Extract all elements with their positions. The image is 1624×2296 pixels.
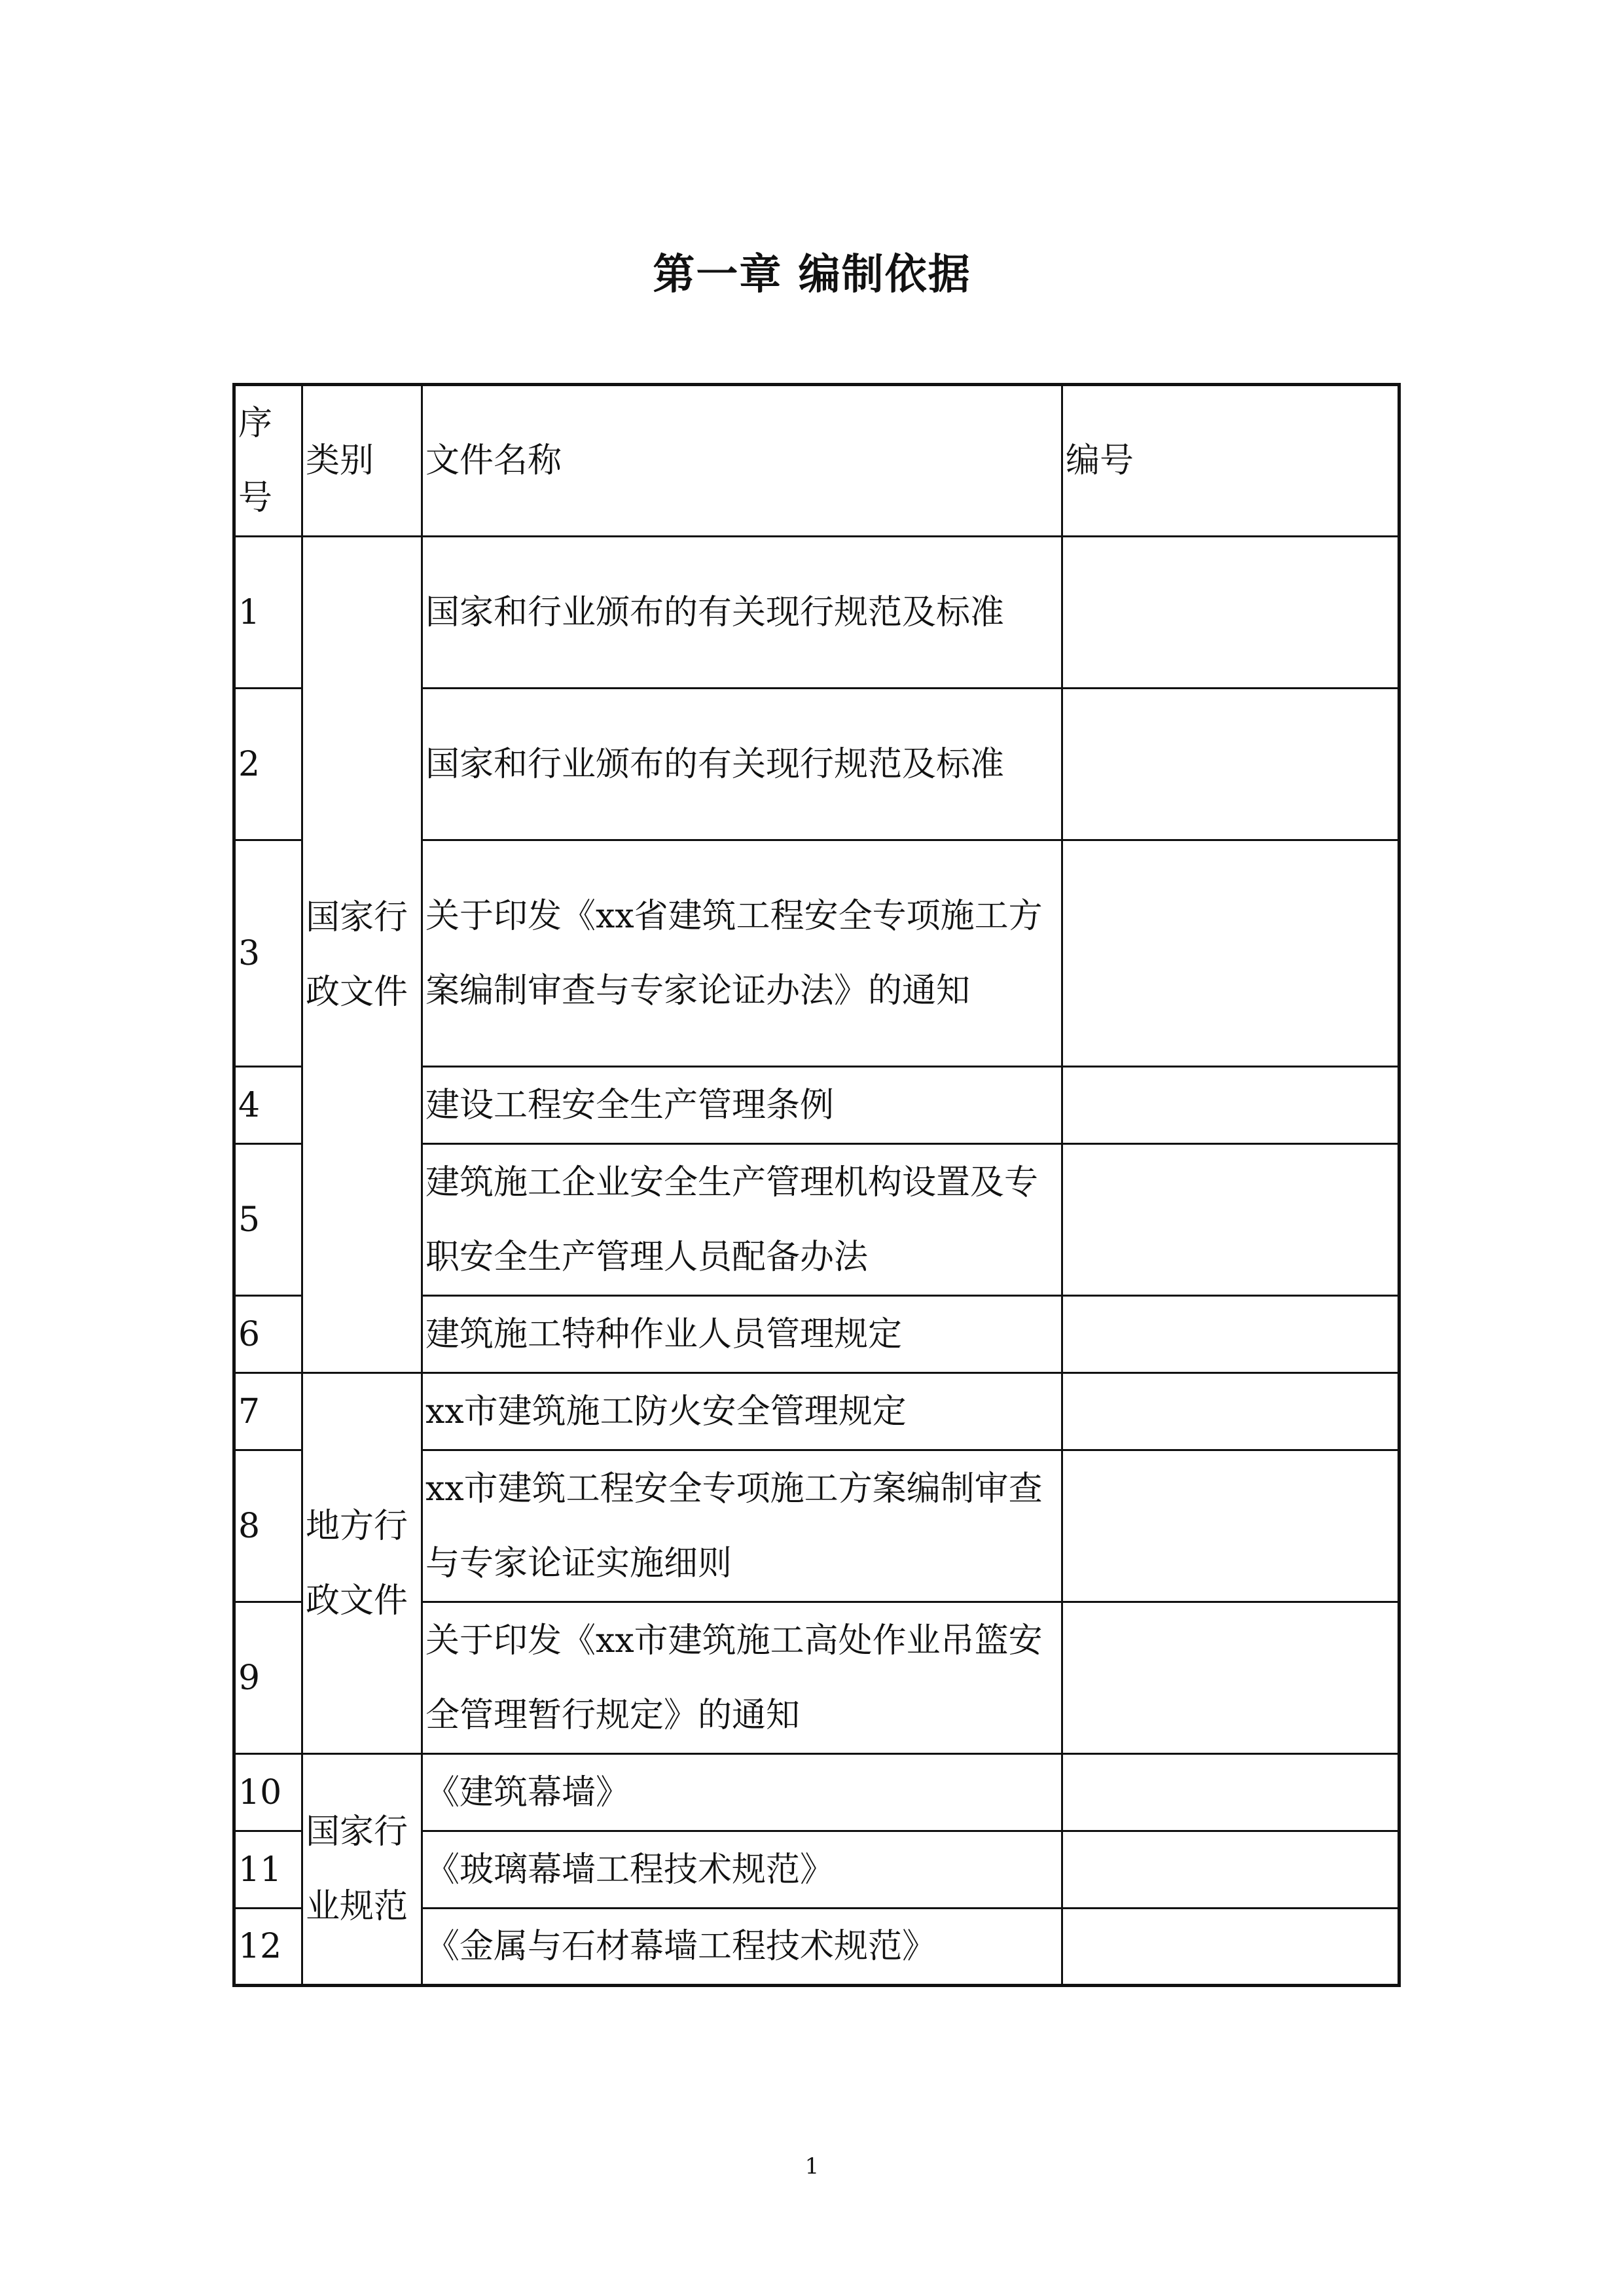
category-cell: 国家行政文件 [302,537,422,1373]
row-name: 建设工程安全生产管理条例 [422,1067,1062,1144]
row-name: 国家和行业颁布的有关现行规范及标准 [422,689,1062,840]
header-category: 类别 [302,385,422,537]
compilation-basis-table [232,383,1401,1987]
row-index: 8 [234,1450,302,1602]
row-index: 9 [234,1602,302,1754]
category-cell: 地方行政文件 [302,1373,422,1754]
row-code [1062,689,1399,840]
header-code: 编号 [1062,385,1399,537]
row-name: xx市建筑工程安全专项施工方案编制审查与专家论证实施细则 [422,1450,1062,1602]
row-index: 12 [234,1909,302,1986]
row-name: xx市建筑施工防火安全管理规定 [422,1373,1062,1450]
row-index: 1 [234,537,302,689]
row-name: 关于印发《xx省建筑工程安全专项施工方案编制审查与专家论证办法》的通知 [422,840,1062,1067]
row-code [1062,1909,1399,1986]
table-row [234,1373,1399,1450]
row-code [1062,1067,1399,1144]
row-code [1062,1144,1399,1296]
table-row [234,537,1399,689]
row-name: 建筑施工企业安全生产管理机构设置及专职安全生产管理人员配备办法 [422,1144,1062,1296]
header-name: 文件名称 [422,385,1062,537]
row-name: 《建筑幕墙》 [422,1754,1062,1831]
table-row [234,1754,1399,1831]
row-name: 建筑施工特种作业人员管理规定 [422,1296,1062,1373]
row-name: 国家和行业颁布的有关现行规范及标准 [422,537,1062,689]
row-code [1062,1831,1399,1909]
row-name: 《玻璃幕墙工程技术规范》 [422,1831,1062,1909]
row-code [1062,537,1399,689]
header-index: 序号 [234,385,302,537]
page-title: 第一章 编制依据 [653,251,971,299]
row-index: 7 [234,1373,302,1450]
row-index: 10 [234,1754,302,1831]
row-index: 5 [234,1144,302,1296]
row-code [1062,1754,1399,1831]
row-index: 2 [234,689,302,840]
table-header-row [234,385,1399,537]
row-code [1062,1373,1399,1450]
row-name: 关于印发《xx市建筑施工高处作业吊篮安全管理暂行规定》的通知 [422,1602,1062,1754]
row-index: 4 [234,1067,302,1144]
row-code [1062,1602,1399,1754]
row-code [1062,1296,1399,1373]
row-index: 3 [234,840,302,1067]
row-name: 《金属与石材幕墙工程技术规范》 [422,1909,1062,1986]
row-code [1062,840,1399,1067]
row-index: 11 [234,1831,302,1909]
category-cell: 国家行业规范 [302,1754,422,1986]
page-number: 1 [804,2153,820,2179]
row-index: 6 [234,1296,302,1373]
row-code [1062,1450,1399,1602]
